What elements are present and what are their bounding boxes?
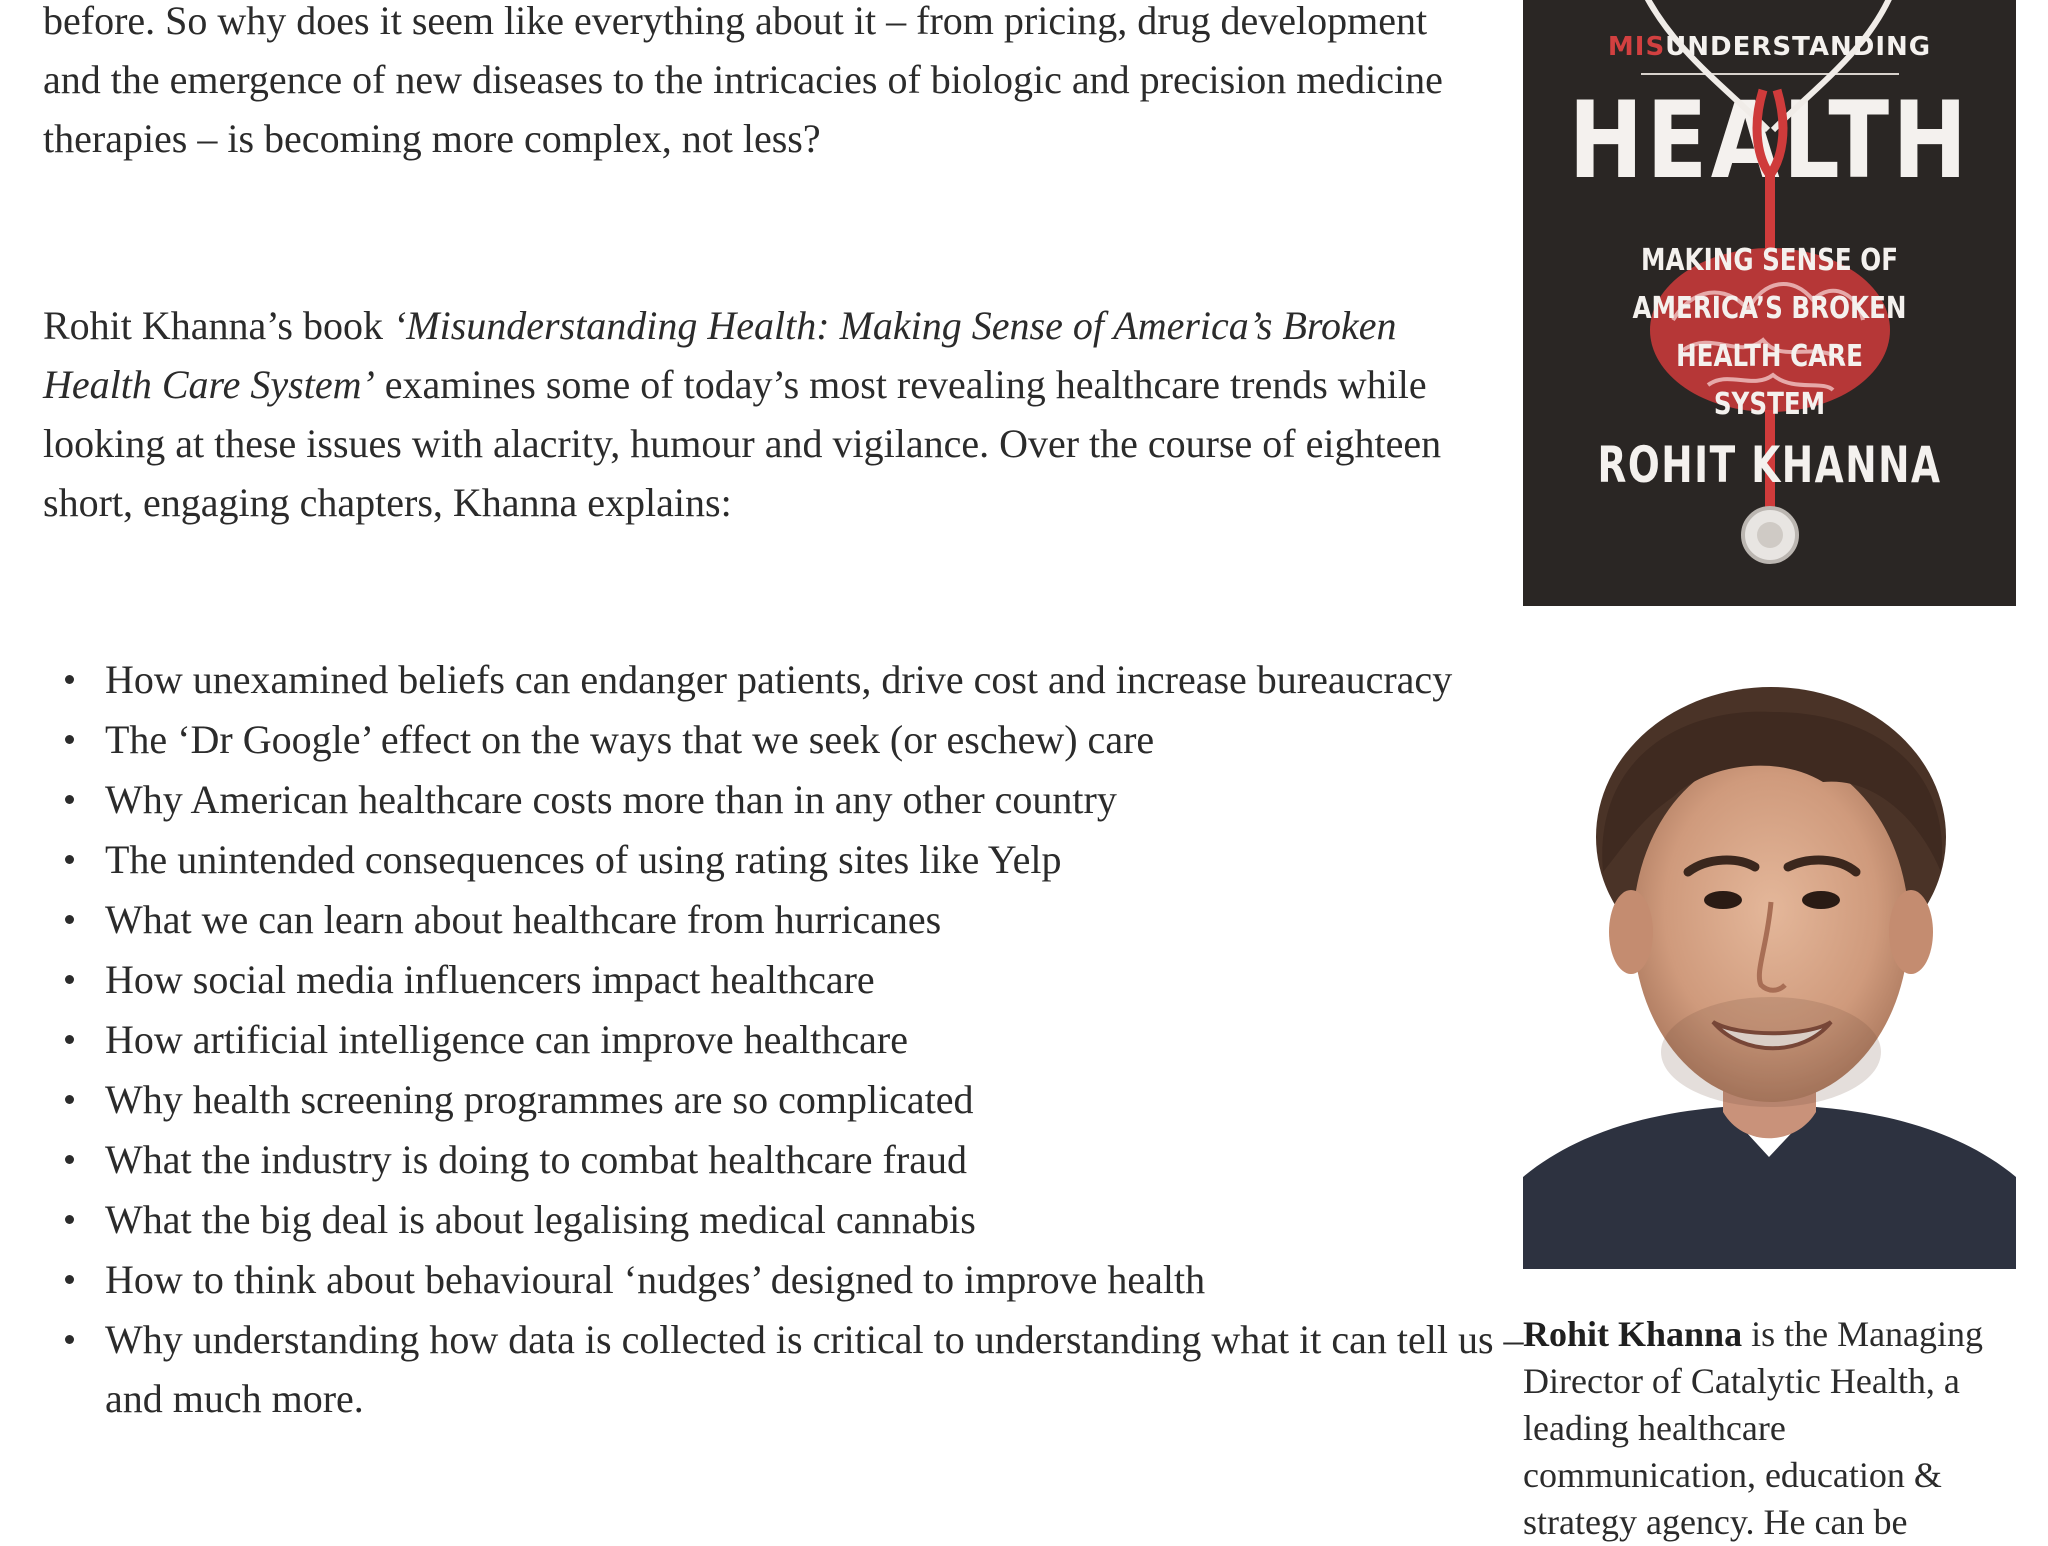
cover-author: ROHIT KHANNA	[1597, 436, 1942, 494]
intro-paragraph: before. So why does it seem like everything about it – from pricing, drug development and the emergence of new diseases to the intricacies of biologic and precision medicine therapies – is becoming more complex, not less?	[43, 0, 1443, 161]
book-title: ‘Misunderstanding Health: Making Sense of America’s Broken Health Care System’	[43, 303, 1397, 407]
list-item: How social media influencers impact healthcare	[105, 950, 1525, 1009]
author-photo	[1523, 657, 2016, 1269]
book-paragraph-rest: examines some of today’s most revealing healthcare trends while looking at these issues with alacrity, humour and vigilance. Over the course of eighteen short, engaging chapters, Khanna explains:	[43, 362, 1442, 525]
author-name: Rohit Khanna	[1523, 1314, 1743, 1354]
list-item: What the big deal is about legalising medical cannabis	[105, 1190, 1525, 1249]
list-item: How to think about behavioural ‘nudges’ designed to improve health	[105, 1250, 1525, 1309]
book-paragraph-lead: Rohit Khanna’s book	[43, 303, 393, 348]
list-item: How unexamined beliefs can endanger patients, drive cost and increase bureaucracy	[105, 650, 1525, 709]
cover-subtitle-line: HEALTH CARE	[1676, 339, 1863, 374]
cover-title: HEALTH	[1568, 79, 1971, 202]
list-item: Why understanding how data is collected is critical to understanding what it can tell us – and much more.	[105, 1310, 1525, 1428]
list-item: What the industry is doing to combat healthcare fraud	[105, 1130, 1525, 1189]
book-cover-image	[1523, 0, 2016, 606]
chapter-topics-list	[43, 650, 1525, 1429]
list-item: How artificial intelligence can improve healthcare	[105, 1010, 1525, 1069]
cover-subtitle-line: MAKING SENSE OF	[1641, 243, 1898, 278]
cover-top-rest: UNDERSTANDING	[1665, 32, 1932, 62]
list-item: The ‘Dr Google’ effect on the ways that we seek (or eschew) care	[105, 710, 1525, 769]
author-bio: is the Managing Director of Catalytic Health, a leading healthcare communication, education & strategy agency. He can be	[1523, 1314, 1984, 1542]
list-item: Why American healthcare costs more than in any other country	[105, 770, 1525, 829]
book-paragraph	[43, 296, 1463, 532]
list-item: What we can learn about healthcare from hurricanes	[105, 890, 1525, 949]
cover-subtitle-line: AMERICA’S BROKEN	[1632, 291, 1907, 326]
list-item: The unintended consequences of using rating sites like Yelp	[105, 830, 1525, 889]
cover-subtitle-line: SYSTEM	[1713, 387, 1826, 422]
cover-top-prefix: MIS	[1607, 32, 1666, 62]
cover-subtitle	[1567, 237, 1971, 429]
author-portrait-icon	[1523, 657, 2016, 1269]
list-item: Why health screening programmes are so complicated	[105, 1070, 1525, 1129]
author-caption	[1523, 1311, 2016, 1546]
